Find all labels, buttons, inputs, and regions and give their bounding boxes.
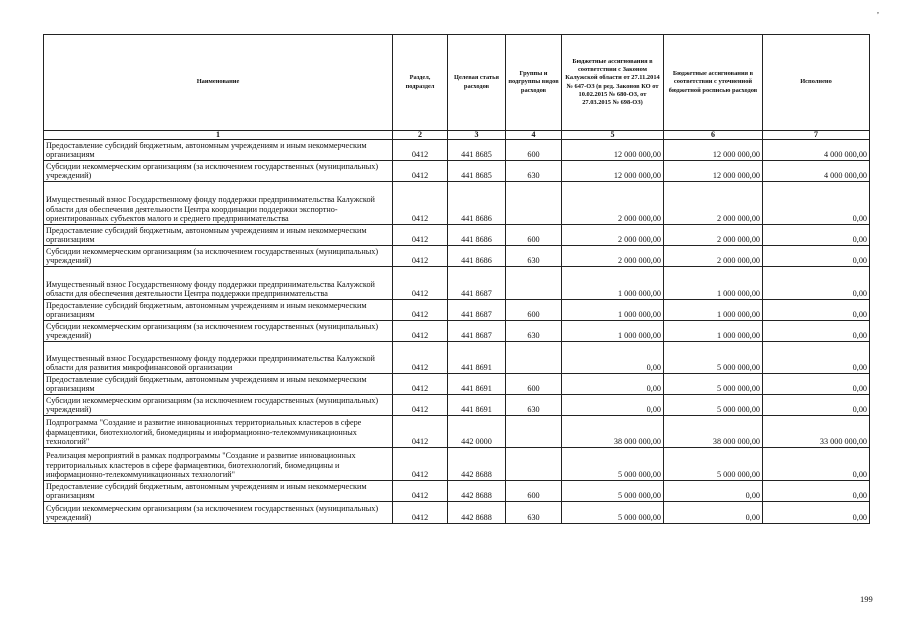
row-budget-refined: 2 000 000,00	[664, 225, 763, 246]
col-header-groups: Группы и подгруппы видов расходов	[506, 35, 562, 131]
col-header-budget-refined: Бюджетные ассигнования в соответствии с уточненной бюджетной росписью расходов	[664, 35, 763, 131]
row-target: 441 8686	[448, 225, 506, 246]
row-target: 441 8691	[448, 395, 506, 416]
col-header-name: Наименование	[44, 35, 393, 131]
row-budget-refined: 5 000 000,00	[664, 395, 763, 416]
row-budget-refined: 38 000 000,00	[664, 416, 763, 448]
table-row	[44, 416, 870, 448]
row-budget-law: 5 000 000,00	[562, 448, 664, 481]
row-executed: 33 000 000,00	[763, 416, 870, 448]
row-target: 442 8688	[448, 502, 506, 524]
row-executed: 0,00	[763, 225, 870, 246]
row-executed: 4 000 000,00	[763, 161, 870, 182]
header-row	[44, 35, 870, 131]
row-name: Предоставление субсидий бюджетным, автономным учреждениям и иным некоммерческим организациям	[44, 374, 393, 395]
table-row	[44, 161, 870, 182]
row-target: 441 8685	[448, 161, 506, 182]
row-executed: 0,00	[763, 374, 870, 395]
row-name: Субсидии некоммерческим организациям (за исключением государственных (муниципальных) учреждений)	[44, 246, 393, 267]
row-budget-refined: 12 000 000,00	[664, 161, 763, 182]
row-budget-law: 1 000 000,00	[562, 321, 664, 342]
row-target: 441 8691	[448, 342, 506, 374]
row-target: 442 8688	[448, 448, 506, 481]
row-name: Предоставление субсидий бюджетным, автономным учреждениям и иным некоммерческим организациям	[44, 225, 393, 246]
row-budget-refined: 1 000 000,00	[664, 300, 763, 321]
row-budget-law: 5 000 000,00	[562, 502, 664, 524]
row-budget-refined: 1 000 000,00	[664, 321, 763, 342]
row-section: 0412	[393, 182, 448, 225]
table-row	[44, 395, 870, 416]
row-target: 441 8685	[448, 140, 506, 161]
col-header-budget-law: Бюджетные ассигнования в соответствии с Законом Калужской области от 27.11.2014 № 647-ОЗ (в ред. Законов КО от 10.02.2015 № 680-ОЗ, от 27.03.2015 № 698-ОЗ)	[562, 35, 664, 131]
row-budget-refined: 5 000 000,00	[664, 342, 763, 374]
row-budget-law: 12 000 000,00	[562, 140, 664, 161]
row-budget-refined: 12 000 000,00	[664, 140, 763, 161]
row-budget-refined: 5 000 000,00	[664, 374, 763, 395]
table-row	[44, 267, 870, 300]
table-row	[44, 182, 870, 225]
row-name: Имущественный взнос Государственному фонду поддержки предпринимательства Калужской области для обеспечения деятельности Центра координации поддержки экспортно-ориентированных субъектов малого и среднего предпринимательства	[44, 182, 393, 225]
row-section: 0412	[393, 502, 448, 524]
row-executed: 0,00	[763, 481, 870, 502]
row-group	[506, 267, 562, 300]
col-number: 5	[562, 131, 664, 140]
row-budget-refined: 0,00	[664, 502, 763, 524]
row-name: Имущественный взнос Государственному фонду поддержки предпринимательства Калужской области для развития микрофинансовой организации	[44, 342, 393, 374]
row-section: 0412	[393, 267, 448, 300]
budget-table	[43, 34, 870, 524]
row-name: Субсидии некоммерческим организациям (за исключением государственных (муниципальных) учреждений)	[44, 161, 393, 182]
table-row	[44, 374, 870, 395]
row-target: 441 8691	[448, 374, 506, 395]
row-target: 442 0000	[448, 416, 506, 448]
row-budget-law: 0,00	[562, 374, 664, 395]
row-executed: 0,00	[763, 267, 870, 300]
row-executed: 4 000 000,00	[763, 140, 870, 161]
col-number: 2	[393, 131, 448, 140]
row-group: 600	[506, 374, 562, 395]
row-budget-law: 1 000 000,00	[562, 300, 664, 321]
row-executed: 0,00	[763, 246, 870, 267]
row-executed: 0,00	[763, 395, 870, 416]
col-number: 3	[448, 131, 506, 140]
row-section: 0412	[393, 161, 448, 182]
row-section: 0412	[393, 321, 448, 342]
table-row	[44, 481, 870, 502]
col-number: 4	[506, 131, 562, 140]
row-name: Субсидии некоммерческим организациям (за исключением государственных (муниципальных) учреждений)	[44, 321, 393, 342]
row-section: 0412	[393, 374, 448, 395]
row-section: 0412	[393, 300, 448, 321]
col-number: 6	[664, 131, 763, 140]
row-budget-law: 2 000 000,00	[562, 225, 664, 246]
row-group: 630	[506, 395, 562, 416]
margin-mark: ,	[877, 6, 879, 15]
table-row	[44, 300, 870, 321]
table-row	[44, 502, 870, 524]
row-group	[506, 416, 562, 448]
row-name: Субсидии некоммерческим организациям (за исключением государственных (муниципальных) учреждений)	[44, 395, 393, 416]
table-row	[44, 342, 870, 374]
row-group: 630	[506, 321, 562, 342]
row-name: Предоставление субсидий бюджетным, автономным учреждениям и иным некоммерческим организациям	[44, 481, 393, 502]
row-executed: 0,00	[763, 342, 870, 374]
row-budget-refined: 5 000 000,00	[664, 448, 763, 481]
column-number-row	[44, 131, 870, 140]
col-header-executed: Исполнено	[763, 35, 870, 131]
row-budget-law: 1 000 000,00	[562, 267, 664, 300]
row-executed: 0,00	[763, 182, 870, 225]
table-row	[44, 140, 870, 161]
row-target: 441 8687	[448, 300, 506, 321]
row-section: 0412	[393, 481, 448, 502]
row-name: Предоставление субсидий бюджетным, автономным учреждениям и иным некоммерческим организациям	[44, 140, 393, 161]
row-group: 630	[506, 502, 562, 524]
row-group	[506, 182, 562, 225]
row-section: 0412	[393, 225, 448, 246]
table-row	[44, 225, 870, 246]
row-group	[506, 342, 562, 374]
row-section: 0412	[393, 448, 448, 481]
row-budget-law: 38 000 000,00	[562, 416, 664, 448]
row-budget-refined: 1 000 000,00	[664, 267, 763, 300]
row-target: 441 8687	[448, 267, 506, 300]
row-budget-refined: 0,00	[664, 481, 763, 502]
row-budget-law: 0,00	[562, 342, 664, 374]
row-target: 442 8688	[448, 481, 506, 502]
row-budget-law: 5 000 000,00	[562, 481, 664, 502]
row-target: 441 8686	[448, 246, 506, 267]
row-budget-law: 12 000 000,00	[562, 161, 664, 182]
row-section: 0412	[393, 395, 448, 416]
col-number: 1	[44, 131, 393, 140]
row-budget-law: 2 000 000,00	[562, 182, 664, 225]
row-group: 600	[506, 140, 562, 161]
col-header-target: Целевая статья расходов	[448, 35, 506, 131]
row-budget-refined: 2 000 000,00	[664, 246, 763, 267]
row-name: Предоставление субсидий бюджетным, автономным учреждениям и иным некоммерческим организациям	[44, 300, 393, 321]
row-section: 0412	[393, 246, 448, 267]
col-number: 7	[763, 131, 870, 140]
row-executed: 0,00	[763, 502, 870, 524]
table-row	[44, 246, 870, 267]
row-executed: 0,00	[763, 321, 870, 342]
table-row	[44, 321, 870, 342]
row-group	[506, 448, 562, 481]
row-name: Имущественный взнос Государственному фонду поддержки предпринимательства Калужской области для обеспечения деятельности Центра поддержки предпринимательства	[44, 267, 393, 300]
row-name: Субсидии некоммерческим организациям (за исключением государственных (муниципальных) учреждений)	[44, 502, 393, 524]
row-executed: 0,00	[763, 300, 870, 321]
row-group: 600	[506, 300, 562, 321]
col-header-section: Раздел, подраздел	[393, 35, 448, 131]
row-section: 0412	[393, 140, 448, 161]
row-executed: 0,00	[763, 448, 870, 481]
row-budget-law: 0,00	[562, 395, 664, 416]
row-target: 441 8686	[448, 182, 506, 225]
row-target: 441 8687	[448, 321, 506, 342]
page-number: 199	[860, 594, 873, 604]
row-name: Реализация мероприятий в рамках подпрограммы "Создание и развитие инновационных территориальных кластеров в сфере фармацевтики, биотехнологий, биомедицины и информационно-телекоммуникационных технологий"	[44, 448, 393, 481]
row-group: 630	[506, 161, 562, 182]
row-budget-law: 2 000 000,00	[562, 246, 664, 267]
row-section: 0412	[393, 416, 448, 448]
row-group: 600	[506, 225, 562, 246]
row-budget-refined: 2 000 000,00	[664, 182, 763, 225]
row-section: 0412	[393, 342, 448, 374]
row-group: 630	[506, 246, 562, 267]
row-group: 600	[506, 481, 562, 502]
row-name: Подпрограмма "Создание и развитие инновационных территориальных кластеров в сфере фармацевтики, биотехнологий, биомедицины и информационно-телекоммуникационных технологий"	[44, 416, 393, 448]
table-row	[44, 448, 870, 481]
